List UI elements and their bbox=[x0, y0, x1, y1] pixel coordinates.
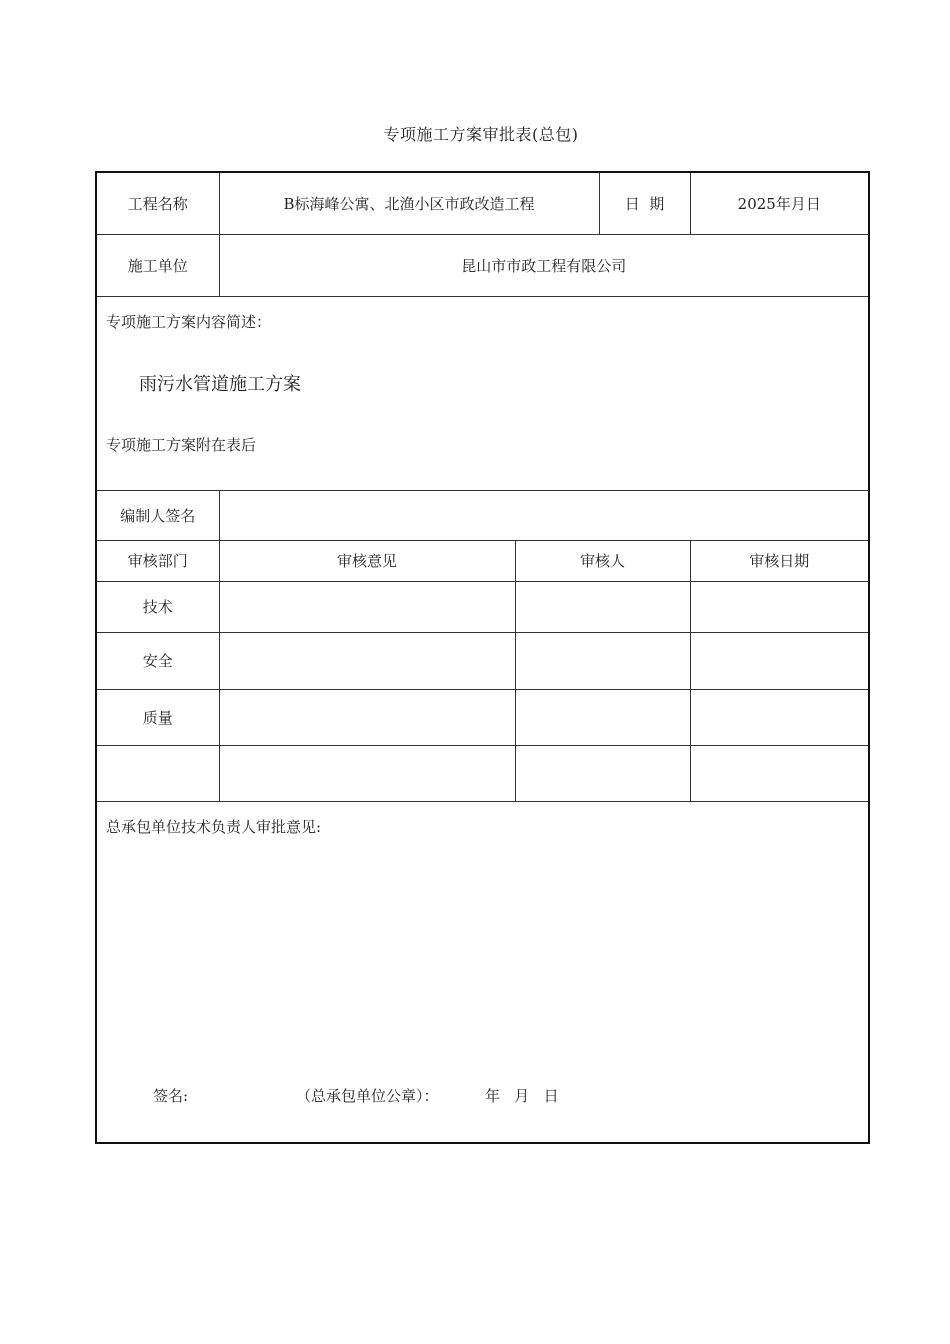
review-date-cell[interactable] bbox=[690, 632, 869, 689]
signature-label: 签名: bbox=[153, 1087, 189, 1105]
review-reviewer-cell[interactable] bbox=[515, 632, 690, 689]
table-row bbox=[96, 632, 869, 689]
project-name-value[interactable]: B标海峰公寓、北渔小区市政改造工程 bbox=[219, 172, 599, 234]
approval-opinion-cell[interactable] bbox=[96, 801, 869, 1143]
approval-date-label: 年 月 日 bbox=[485, 1087, 559, 1105]
summary-cell[interactable] bbox=[96, 296, 869, 490]
review-reviewer-cell[interactable] bbox=[515, 689, 690, 745]
review-opinion-cell[interactable] bbox=[219, 581, 515, 632]
review-reviewer-cell[interactable] bbox=[515, 745, 690, 801]
construction-unit-label: 施工单位 bbox=[96, 234, 219, 296]
review-dept-cell[interactable] bbox=[96, 745, 219, 801]
review-header-date: 审核日期 bbox=[690, 540, 869, 581]
construction-unit-value[interactable]: 昆山市市政工程有限公司 bbox=[219, 234, 869, 296]
review-opinion-cell[interactable] bbox=[219, 689, 515, 745]
review-opinion-cell[interactable] bbox=[219, 632, 515, 689]
review-date-cell[interactable] bbox=[690, 581, 869, 632]
summary-note: 专项施工方案附在表后 bbox=[106, 435, 257, 454]
review-header-dept: 审核部门 bbox=[96, 540, 219, 581]
compiler-signature-label: 编制人签名 bbox=[96, 490, 219, 540]
review-header-opinion: 审核意见 bbox=[219, 540, 515, 581]
approval-opinion-label: 总承包单位技术负责人审批意见: bbox=[106, 817, 322, 836]
review-date-cell[interactable] bbox=[690, 689, 869, 745]
approval-form-table bbox=[95, 171, 870, 1144]
review-dept-cell: 质量 bbox=[96, 689, 219, 745]
project-name-label: 工程名称 bbox=[96, 172, 219, 234]
table-row bbox=[96, 745, 869, 801]
review-date-cell[interactable] bbox=[690, 745, 869, 801]
seal-label: （总承包单位公章）： bbox=[296, 1087, 439, 1105]
summary-content: 雨污水管道施工方案 bbox=[139, 373, 301, 395]
table-row bbox=[96, 689, 869, 745]
date-value[interactable]: 2025年月日 bbox=[690, 172, 869, 234]
review-reviewer-cell[interactable] bbox=[515, 581, 690, 632]
compiler-signature-field[interactable] bbox=[219, 490, 869, 540]
page-title: 专项施工方案审批表(总包) bbox=[383, 125, 579, 144]
table-row bbox=[96, 581, 869, 632]
date-label: 日 期 bbox=[599, 172, 690, 234]
review-dept-cell: 安全 bbox=[96, 632, 219, 689]
summary-label: 专项施工方案内容简述： bbox=[106, 312, 272, 331]
review-header-reviewer: 审核人 bbox=[515, 540, 690, 581]
review-opinion-cell[interactable] bbox=[219, 745, 515, 801]
review-dept-cell: 技术 bbox=[96, 581, 219, 632]
